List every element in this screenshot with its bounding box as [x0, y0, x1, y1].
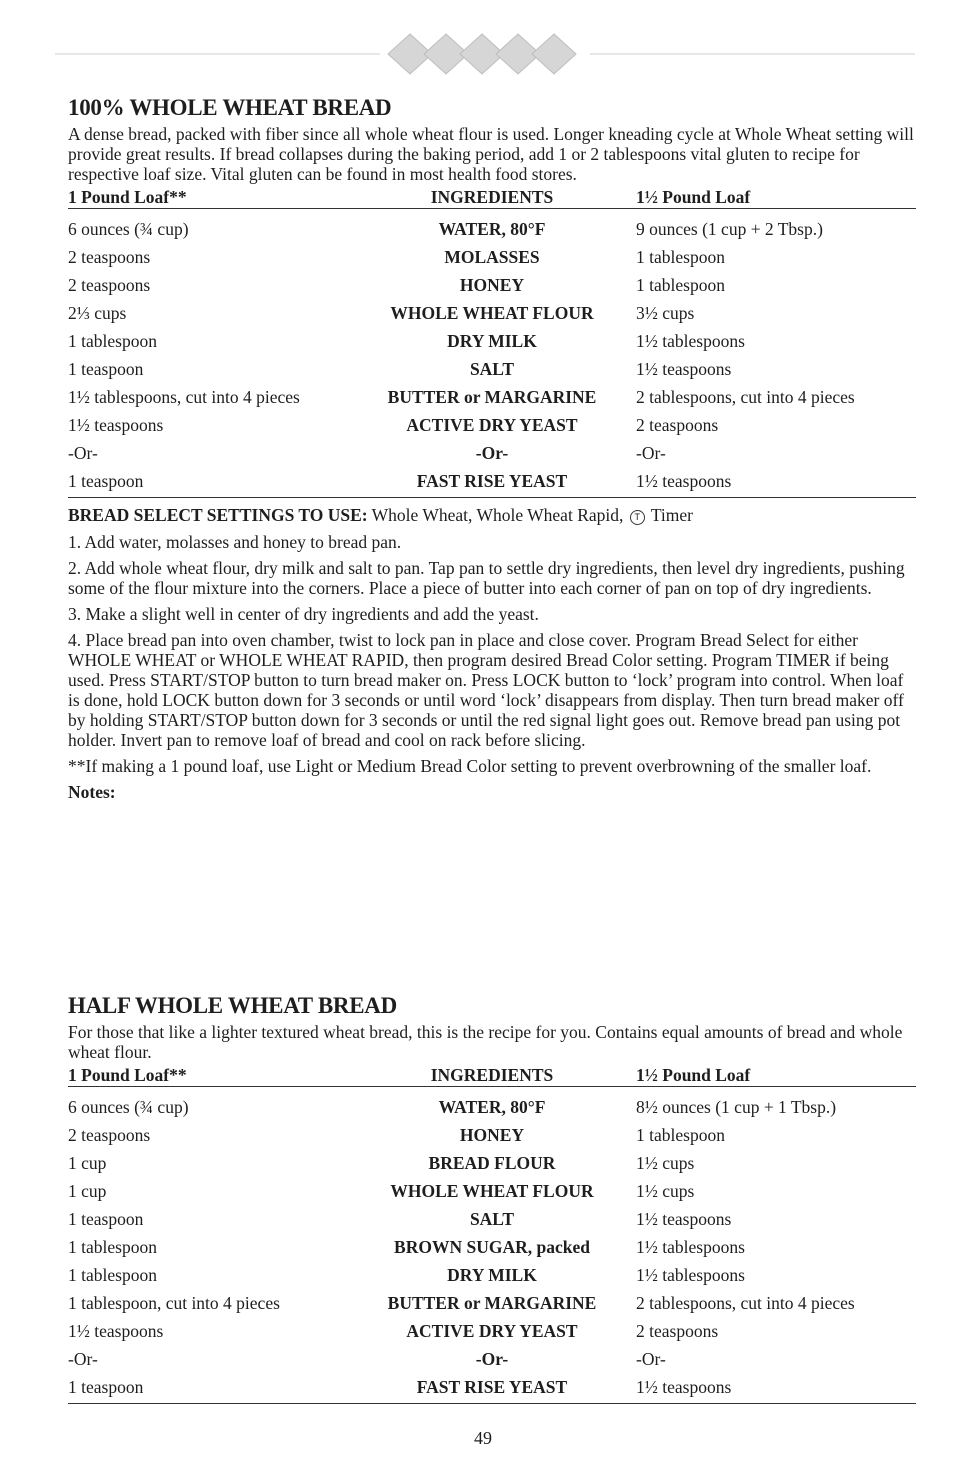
table-row: [68, 327, 916, 355]
recipe-steps: [68, 532, 916, 776]
header-one-half-pound: 1½ Pound Loaf: [636, 187, 751, 207]
ingredient-name: HONEY: [459, 1125, 525, 1145]
amount-one-half-pound: 1½ tablespoons: [636, 331, 745, 351]
table-row: [68, 467, 916, 495]
ingredient-table-header: [68, 1065, 916, 1087]
amount-one-pound: 6 ounces (¾ cup): [68, 1097, 189, 1117]
ingredient-name: BUTTER or MARGARINE: [387, 1293, 597, 1313]
table-row: [68, 1317, 916, 1345]
amount-one-half-pound: 2 teaspoons: [636, 1321, 719, 1341]
amount-one-half-pound: 1 tablespoon: [636, 1125, 725, 1145]
notes-label: Notes:: [68, 782, 116, 802]
header-one-pound: 1 Pound Loaf**: [68, 187, 187, 207]
diamond-ornament: [0, 30, 966, 90]
table-row: [68, 439, 916, 467]
table-row: [68, 1149, 916, 1177]
recipe-title: 100% WHOLE WHEAT BREAD: [68, 95, 392, 120]
recipe-step: 3. Make a slight well in center of dry ingredients and add the yeast.: [68, 604, 539, 624]
ingredient-name: BREAD FLOUR: [428, 1153, 556, 1173]
ingredient-name: FAST RISE YEAST: [416, 471, 568, 491]
amount-one-pound: 2⅓ cups: [68, 303, 127, 323]
amount-one-half-pound: -Or-: [636, 1349, 666, 1369]
amount-one-pound: 1 teaspoon: [68, 1377, 144, 1397]
recipe-step: 4. Place bread pan into oven chamber, twist to lock pan in place and close cover. Program Bread Select for either WHOLE WHEAT or WHOLE WHEAT RAPID, then program desired Bread Color setting. Program TIMER if being used. Press START/STOP button to turn bread maker on. Press LOCK button to ‘lock’ program into control. When loaf is done, hold LOCK button down for 3 seconds or until word ‘lock’ disappears from display. Then turn bread maker off by holding START/STOP button down for 3 seconds or until the red signal light goes out. Remove bread pan using pot holder. Invert pan to remove loaf of bread and cool on rack before slicing.: [68, 630, 904, 750]
amount-one-pound: 1 tablespoon: [68, 1265, 157, 1285]
ingredient-name: BUTTER or MARGARINE: [387, 387, 597, 407]
ingredient-table-header: [68, 187, 916, 209]
amount-one-half-pound: 1½ teaspoons: [636, 1209, 732, 1229]
amount-one-half-pound: 8½ ounces (1 cup + 1 Tbsp.): [636, 1097, 837, 1117]
amount-one-pound: 1½ tablespoons, cut into 4 pieces: [68, 387, 300, 407]
amount-one-pound: 2 teaspoons: [68, 1125, 151, 1145]
amount-one-pound: 2 teaspoons: [68, 247, 151, 267]
table-row: [68, 1261, 916, 1289]
amount-one-pound: 6 ounces (¾ cup): [68, 219, 189, 239]
amount-one-half-pound: 1½ tablespoons: [636, 1237, 745, 1257]
header-ingredients: INGREDIENTS: [430, 1065, 554, 1085]
amount-one-half-pound: 2 tablespoons, cut into 4 pieces: [636, 1293, 855, 1313]
ingredient-name: WATER, 80°F: [438, 1097, 546, 1117]
ingredient-name: DRY MILK: [447, 1265, 537, 1285]
ingredient-name: ACTIVE DRY YEAST: [406, 1321, 578, 1341]
ingredient-name: WATER, 80°F: [438, 219, 546, 239]
recipe-step: 2. Add whole wheat flour, dry milk and salt to pan. Tap pan to settle dry ingredients, then level dry ingredients, pushing some of the flour mixture into the corners. Place a piece of butter into each corner of pan on top of dry ingredients.: [68, 558, 905, 598]
table-row: [68, 1345, 916, 1373]
amount-one-pound: 1 teaspoon: [68, 359, 144, 379]
amount-one-half-pound: 3½ cups: [636, 303, 695, 323]
recipe-half-whole-wheat: [68, 992, 916, 1404]
table-row: [68, 243, 916, 271]
amount-one-half-pound: -Or-: [636, 443, 666, 463]
amount-one-pound: 1½ teaspoons: [68, 1321, 164, 1341]
recipe-title: HALF WHOLE WHEAT BREAD: [68, 993, 397, 1018]
bread-select-settings: [68, 504, 916, 526]
table-row: [68, 355, 916, 383]
ingredient-name: MOLASSES: [444, 247, 540, 267]
header-one-pound: 1 Pound Loaf**: [68, 1065, 187, 1085]
ingredient-name: WHOLE WHEAT FLOUR: [390, 303, 594, 323]
amount-one-half-pound: 1½ teaspoons: [636, 359, 732, 379]
table-row: [68, 215, 916, 243]
table-row: [68, 383, 916, 411]
header-one-half-pound: 1½ Pound Loaf: [636, 1065, 751, 1085]
amount-one-pound: 1 teaspoon: [68, 471, 144, 491]
ingredient-name: SALT: [469, 359, 515, 379]
ingredient-table-body: [68, 209, 916, 498]
amount-one-half-pound: 2 teaspoons: [636, 415, 719, 435]
ingredient-name: HONEY: [459, 275, 525, 295]
table-row: [68, 1289, 916, 1317]
table-row: [68, 271, 916, 299]
table-row: [68, 1177, 916, 1205]
table-row: [68, 411, 916, 439]
table-row: [68, 1093, 916, 1121]
ingredient-name: SALT: [469, 1209, 515, 1229]
amount-one-half-pound: 1½ cups: [636, 1153, 695, 1173]
recipe-step: **If making a 1 pound loaf, use Light or Medium Bread Color setting to prevent overbrowning of the smaller loaf.: [68, 756, 872, 776]
page-number: 49: [474, 1428, 492, 1448]
header-ingredients: INGREDIENTS: [430, 187, 554, 207]
amount-one-pound: 1½ teaspoons: [68, 415, 164, 435]
ingredient-name: FAST RISE YEAST: [416, 1377, 568, 1397]
amount-one-half-pound: 9 ounces (1 cup + 2 Tbsp.): [636, 219, 823, 239]
amount-one-pound: 1 tablespoon: [68, 331, 157, 351]
settings-value: Whole Wheat, Whole Wheat Rapid,: [371, 505, 624, 525]
ingredient-name: BROWN SUGAR, packed: [394, 1237, 590, 1257]
ingredient-name: DRY MILK: [447, 331, 537, 351]
amount-one-pound: 1 tablespoon: [68, 1237, 157, 1257]
amount-one-pound: 1 cup: [68, 1181, 107, 1201]
amount-one-pound: 2 teaspoons: [68, 275, 151, 295]
ingredient-name: WHOLE WHEAT FLOUR: [390, 1181, 594, 1201]
amount-one-half-pound: 1½ cups: [636, 1181, 695, 1201]
amount-one-half-pound: 1½ tablespoons: [636, 1265, 745, 1285]
ingredient-name: -Or-: [475, 443, 509, 463]
timer-label: Timer: [650, 505, 693, 525]
amount-one-half-pound: 1½ teaspoons: [636, 1377, 732, 1397]
settings-label: BREAD SELECT SETTINGS TO USE:: [68, 505, 368, 525]
amount-one-pound: 1 tablespoon, cut into 4 pieces: [68, 1293, 280, 1313]
amount-one-half-pound: 1 tablespoon: [636, 247, 725, 267]
amount-one-pound: -Or-: [68, 443, 98, 463]
amount-one-pound: 1 cup: [68, 1153, 107, 1173]
amount-one-half-pound: 1 tablespoon: [636, 275, 725, 295]
amount-one-half-pound: 2 tablespoons, cut into 4 pieces: [636, 387, 855, 407]
recipe-intro: For those that like a lighter textured wheat bread, this is the recipe for you. Contains equal amounts of bread and whole wheat flour.: [68, 1022, 903, 1062]
recipe-intro: A dense bread, packed with fiber since all whole wheat flour is used. Longer kneading cycle at Whole Wheat setting will provide great results. If bread collapses during the baking period, add 1 or 2 tablespoons vital gluten to recipe for respective loaf size. Vital gluten can be found in most health food stores.: [68, 124, 914, 184]
table-row: [68, 1233, 916, 1261]
table-row: [68, 1373, 916, 1401]
amount-one-pound: -Or-: [68, 1349, 98, 1369]
ingredient-name: ACTIVE DRY YEAST: [406, 415, 578, 435]
amount-one-pound: 1 teaspoon: [68, 1209, 144, 1229]
table-row: [68, 1205, 916, 1233]
recipe-whole-wheat: [68, 94, 916, 802]
timer-icon: T: [630, 510, 645, 525]
ingredient-table-body: [68, 1087, 916, 1404]
recipe-step: 1. Add water, molasses and honey to bread pan.: [68, 532, 402, 552]
table-row: [68, 1121, 916, 1149]
table-row: [68, 299, 916, 327]
ingredient-name: -Or-: [475, 1349, 509, 1369]
amount-one-half-pound: 1½ teaspoons: [636, 471, 732, 491]
